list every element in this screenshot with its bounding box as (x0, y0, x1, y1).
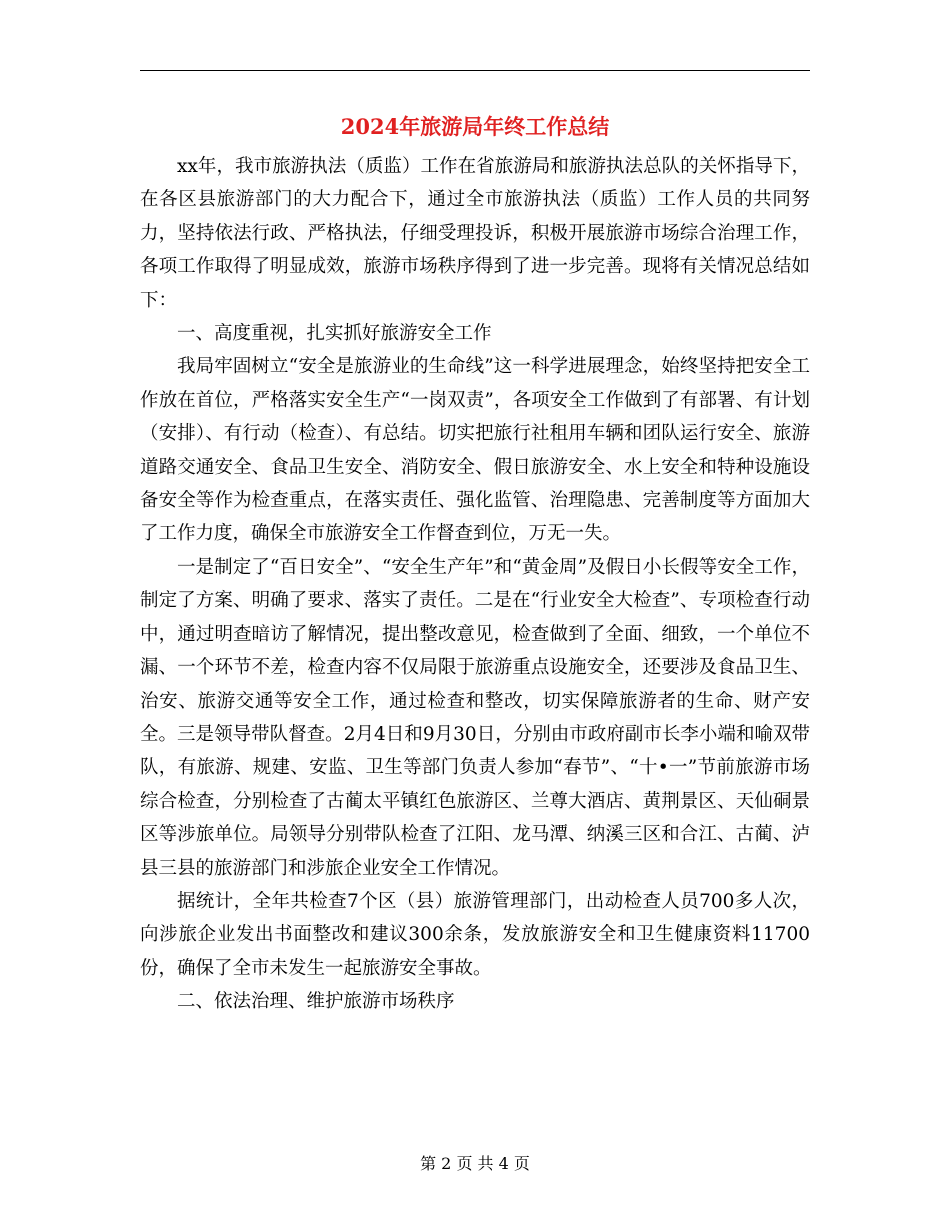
header-rule (140, 70, 810, 71)
document-body (140, 150, 810, 1019)
paragraph-safety-measures: 一是制定了“百日安全”、“安全生产年”和“黄金周”及假日小长假等安全工作，制定了方案、明确了要求、落实了责任。二是在“行业安全大检查”、专项检查行动中，通过明查暗访了解情况，提出整改意见，检查做到了全面、细致，一个单位不漏、一个环节不差，检查内容不仅局限于旅游重点设施安全，还要涉及食品卫生、治安、旅游交通等安全工作，通过检查和整改，切实保障旅游者的生命、财产安全。三是领导带队督查。2月4日和9月30日，分别由市政府副市长李小端和喻双带队，有旅游、规建、安监、卫生等部门负责人参加“春节”、“十•一”节前旅游市场综合检查，分别检查了古蔺太平镇红色旅游区、兰尊大酒店、黄荆景区、天仙硐景区等涉旅单位。局领导分别带队检查了江阳、龙马潭、纳溪三区和合江、古蔺、泸县三县的旅游部门和涉旅企业安全工作情况。 (140, 556, 810, 879)
paragraph-statistics: 据统计，全年共检查7个区（县）旅游管理部门，出动检查人员700多人次，向涉旅企业发出书面整改和建议300余条，发放旅游安全和卫生健康资料11700份，确保了全市未发生一起旅游安全事故。 (140, 890, 810, 979)
document-title: 2024年旅游局年终工作总结 (340, 114, 610, 139)
paragraph-intro: xx年，我市旅游执法（质监）工作在省旅游局和旅游执法总队的关怀指导下，在各区县旅游部门的大力配合下，通过全市旅游执法（质监）工作人员的共同努力，坚持依法行政、严格执法，仔细受理投诉，积极开展旅游市场综合治理工作，各项工作取得了明显成效，旅游市场秩序得到了进一步完善。现将有关情况总结如下： (140, 156, 810, 311)
section-heading-2: 二、依法治理、维护旅游市场秩序 (177, 991, 455, 1013)
section-heading-1: 一、高度重视，扎实抓好旅游安全工作 (177, 323, 492, 345)
page-number-footer: 第 2 页 共 4 页 (420, 1154, 530, 1173)
paragraph-safety-concept: 我局牢固树立“安全是旅游业的生命线”这一科学进展理念，始终坚持把安全工作放在首位，严格落实安全生产“一岗双责”，各项安全工作做到了有部署、有计划（安排）、有行动（检查）、有总结。切实把旅行社租用车辆和团队运行安全、旅游道路交通安全、食品卫生安全、消防安全、假日旅游安全、水上安全和特种设施设备安全等作为检查重点，在落实责任、强化监管、治理隐患、完善制度等方面加大了工作力度，确保全市旅游安全工作督查到位，万无一失。 (140, 356, 810, 545)
